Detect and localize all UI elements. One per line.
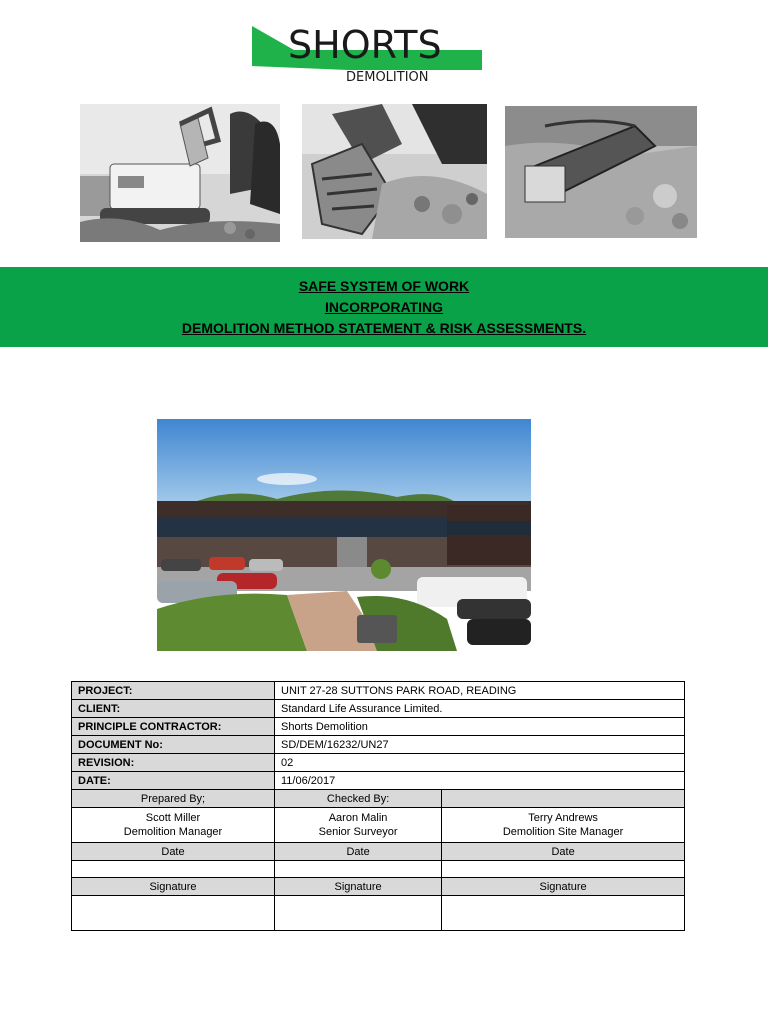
date-label: DATE: — [72, 772, 275, 790]
date-value: 11/06/2017 — [275, 772, 685, 790]
project-label: PROJECT: — [72, 682, 275, 700]
table-row — [72, 896, 685, 931]
site-manager-cell — [442, 808, 685, 843]
table-row — [72, 861, 685, 878]
date-cell — [442, 861, 685, 878]
breaker-photo — [505, 106, 697, 238]
signature-cell — [275, 896, 442, 931]
revision-label: REVISION: — [72, 754, 275, 772]
checked-by-header: Checked By: — [275, 790, 442, 808]
signature-header: Signature — [442, 878, 685, 896]
table-row — [72, 682, 685, 700]
building-photo — [157, 419, 531, 651]
table-row — [72, 808, 685, 843]
table-row — [72, 772, 685, 790]
revision-value: 02 — [275, 754, 685, 772]
logo-subtitle: DEMOLITION — [346, 70, 429, 85]
project-value: UNIT 27-28 SUTTONS PARK ROAD, READING — [275, 682, 685, 700]
signature-cell — [442, 896, 685, 931]
checker-name: Aaron Malin — [328, 812, 388, 824]
table-row — [72, 700, 685, 718]
banner-title: SAFE SYSTEM OF WORK — [298, 277, 470, 294]
table-row — [72, 718, 685, 736]
site-manager-role: Demolition Site Manager — [502, 826, 624, 838]
table-row — [72, 754, 685, 772]
signature-cell — [72, 896, 275, 931]
document-number-value: SD/DEM/16232/UN27 — [275, 736, 685, 754]
signature-header: Signature — [275, 878, 442, 896]
logo-wordmark: SHORTS — [288, 23, 442, 67]
contractor-value: Shorts Demolition — [275, 718, 685, 736]
date-cell — [275, 861, 442, 878]
table-row — [72, 736, 685, 754]
signature-header: Signature — [72, 878, 275, 896]
date-header: Date — [72, 843, 275, 861]
date-header: Date — [442, 843, 685, 861]
preparer-name: Scott Miller — [145, 812, 201, 824]
table-row — [72, 878, 685, 896]
preparer-cell — [72, 808, 275, 843]
table-row — [72, 790, 685, 808]
date-header: Date — [275, 843, 442, 861]
title-banner — [0, 267, 768, 347]
banner-heading: DEMOLITION METHOD STATEMENT & RISK ASSESSMENTS. — [181, 319, 587, 336]
project-info-table — [71, 681, 685, 931]
excavator-photo — [80, 104, 280, 242]
checker-role: Senior Surveyor — [318, 826, 398, 838]
preparer-role: Demolition Manager — [123, 826, 223, 838]
prepared-by-header: Prepared By; — [72, 790, 275, 808]
client-value: Standard Life Assurance Limited. — [275, 700, 685, 718]
contractor-label: PRINCIPLE CONTRACTOR: — [72, 718, 275, 736]
table-row — [72, 843, 685, 861]
checker-cell — [275, 808, 442, 843]
grapple-photo — [302, 104, 487, 239]
site-manager-name: Terry Andrews — [528, 812, 598, 824]
banner-subtitle: INCORPORATING — [325, 298, 443, 315]
document-number-label: DOCUMENT No: — [72, 736, 275, 754]
client-label: CLIENT: — [72, 700, 275, 718]
shorts-demolition-logo — [248, 22, 484, 92]
empty-header-cell — [442, 790, 685, 808]
date-cell — [72, 861, 275, 878]
